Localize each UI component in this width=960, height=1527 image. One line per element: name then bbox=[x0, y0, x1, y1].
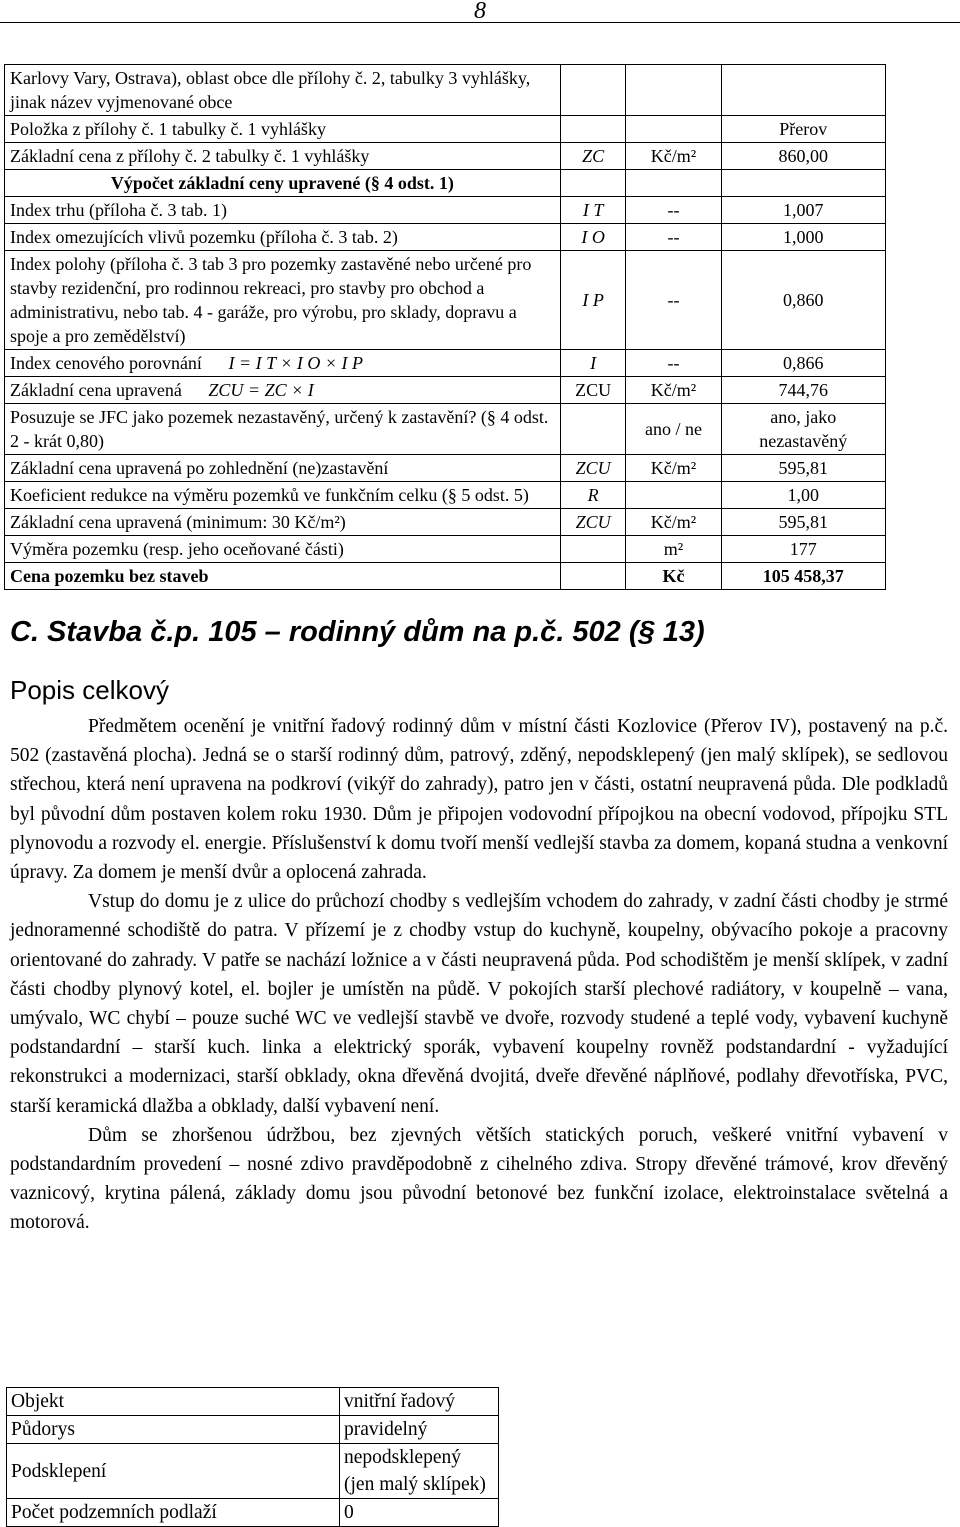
row-symbol: ZCU bbox=[560, 455, 626, 482]
info-value: nepodsklepený (jen malý sklípek) bbox=[340, 1444, 499, 1499]
valuation-table bbox=[4, 64, 886, 590]
row-label: Koeficient redukce na výměru pozemků ve funkčním celku (§ 5 odst. 5) bbox=[5, 482, 561, 509]
info-key: Objekt bbox=[7, 1388, 340, 1416]
row-formula: ZCU = ZC × I bbox=[208, 380, 314, 400]
description-text bbox=[10, 712, 948, 1238]
info-key: Půdorys bbox=[7, 1416, 340, 1444]
row-unit: Kč/m² bbox=[626, 509, 721, 536]
table-row bbox=[5, 536, 886, 563]
row-symbol: ZCU bbox=[560, 377, 626, 404]
row-symbol: I P bbox=[560, 251, 626, 350]
paragraph: Dům se zhoršenou údržbou, bez zjevných větších statických poruch, veškeré vnitřní vybavení v podstandardním provedení – nosné zdivo pravděpodobně z cihelného zdiva. Stropy dřevěné trámové, krov dřevěný vaznicový, krytina pálená, základy domu jsou původní betonové bez funkční izolace, elektroinstalace světelná a motorová. bbox=[10, 1124, 948, 1234]
table-row bbox=[5, 224, 886, 251]
table-row bbox=[7, 1499, 499, 1527]
header-rule bbox=[0, 22, 960, 23]
row-unit: -- bbox=[626, 251, 721, 350]
row-unit: Kč/m² bbox=[626, 455, 721, 482]
info-value: 0 bbox=[340, 1499, 499, 1527]
table-row bbox=[7, 1388, 499, 1416]
row-symbol: I T bbox=[560, 197, 626, 224]
row-label: Karlovy Vary, Ostrava), oblast obce dle přílohy č. 2, tabulky 3 vyhlášky, jinak název vyjmenované obce bbox=[5, 65, 561, 116]
row-label: Index omezujících vlivů pozemku (příloha č. 3 tab. 2) bbox=[5, 224, 561, 251]
info-value: vnitřní řadový bbox=[340, 1388, 499, 1416]
table-row bbox=[5, 482, 886, 509]
row-symbol: I O bbox=[560, 224, 626, 251]
row-value: 1,007 bbox=[721, 197, 886, 224]
row-value: 1,00 bbox=[721, 482, 886, 509]
table-row bbox=[5, 65, 886, 116]
table-row bbox=[5, 404, 886, 455]
table-row bbox=[5, 170, 886, 197]
row-value: 0,860 bbox=[721, 251, 886, 350]
row-formula: I = I T × I O × I P bbox=[228, 353, 364, 373]
row-symbol: I bbox=[560, 350, 626, 377]
table-row bbox=[5, 197, 886, 224]
row-value: Přerov bbox=[721, 116, 886, 143]
table-row bbox=[7, 1444, 499, 1499]
info-key: Počet podzemních podlaží bbox=[7, 1499, 340, 1527]
row-unit: m² bbox=[626, 536, 721, 563]
row-unit: ano / ne bbox=[626, 404, 721, 455]
row-unit: Kč/m² bbox=[626, 377, 721, 404]
row-label: Posuzuje se JFC jako pozemek nezastavěný, určený k zastavění? (§ 4 odst. 2 - krát 0,80) bbox=[5, 404, 561, 455]
table-row bbox=[5, 455, 886, 482]
section-title: C. Stavba č.p. 105 – rodinný dům na p.č. 502 (§ 13) bbox=[10, 616, 705, 648]
row-value: 595,81 bbox=[721, 509, 886, 536]
row-label: Položka z přílohy č. 1 tabulky č. 1 vyhlášky bbox=[5, 116, 561, 143]
row-value: 0,866 bbox=[721, 350, 886, 377]
row-unit: Kč bbox=[626, 563, 721, 590]
table-row-total bbox=[5, 563, 886, 590]
row-label: Index cenového porovnání bbox=[10, 353, 202, 373]
table-row bbox=[5, 251, 886, 350]
row-value: ano, jako nezastavěný bbox=[721, 404, 886, 455]
row-value: 595,81 bbox=[721, 455, 886, 482]
page-number: 8 bbox=[474, 0, 486, 24]
row-label: Index polohy (příloha č. 3 tab 3 pro pozemky zastavěné nebo určené pro stavby rezidenční, pro rodinnou rekreaci, pro stavby pro obchod a administrativu, nebo tab. 4 - garáže, pro výrobu, pro sklady, dopravu a spoje a pro zemědělství) bbox=[5, 251, 561, 350]
row-label: Základní cena z přílohy č. 2 tabulky č. 1 vyhlášky bbox=[5, 143, 561, 170]
subsection-title: Popis celkový bbox=[10, 675, 169, 705]
info-value: pravidelný bbox=[340, 1416, 499, 1444]
paragraph: Předmětem ocenění je vnitřní řadový rodinný dům v místní části Kozlovice (Přerov IV), postavený na p.č. 502 (zastavěná plocha). Jedná se o starší rodinný dům, patrový, zděný, nepodsklepený (jen malý sklípek), se sedlovou střechou, která není upravena na podkroví (vikýř do zahrady), patro jen v části, ostatní neupravená půda. Dle podkladů byl původní dům postaven kolem roku 1930. Dům je připojen vodovodní přípojkou na obecní vodovod, přípojku STL plynovodu a rozvody el. energie. Příslušenství k domu tvoří menší vedlejší stavba za domem, kopaná studna a venkovní úpravy. Za domem je menší dvůr a oplocená zahrada. bbox=[10, 716, 948, 884]
row-symbol: ZCU bbox=[560, 509, 626, 536]
row-value: 860,00 bbox=[721, 143, 886, 170]
table-row bbox=[5, 377, 886, 404]
row-value: 1,000 bbox=[721, 224, 886, 251]
row-label: Výpočet základní ceny upravené (§ 4 odst. 1) bbox=[5, 170, 561, 197]
table-row bbox=[7, 1416, 499, 1444]
row-value: 744,76 bbox=[721, 377, 886, 404]
row-label: Cena pozemku bez staveb bbox=[5, 563, 561, 590]
row-unit: -- bbox=[626, 224, 721, 251]
table-row bbox=[5, 350, 886, 377]
row-label: Základní cena upravená po zohlednění (ne)zastavění bbox=[5, 455, 561, 482]
row-symbol: R bbox=[560, 482, 626, 509]
row-unit: Kč/m² bbox=[626, 143, 721, 170]
row-label: Základní cena upravená (minimum: 30 Kč/m²) bbox=[5, 509, 561, 536]
row-label: Index trhu (příloha č. 3 tab. 1) bbox=[5, 197, 561, 224]
row-label: Základní cena upravená bbox=[10, 380, 182, 400]
row-label: Výměra pozemku (resp. jeho oceňované části) bbox=[5, 536, 561, 563]
info-table bbox=[6, 1387, 499, 1527]
info-key: Podsklepení bbox=[7, 1444, 340, 1499]
row-value: 177 bbox=[721, 536, 886, 563]
table-row bbox=[5, 509, 886, 536]
paragraph: Vstup do domu je z ulice do průchozí chodby s vedlejším vchodem do zahrady, v zadní části chodby je strmé jednoramenné schodiště do patra. V přízemí je z chodby vstup do kuchyně, koupelny, obývacího pokoje a pracovny orientované do zahrady. V patře se nachází ložnice a v části neupravená půda. Pod schodištěm je menší sklípek, v zadní části chodby plynový kotel, el. bojler je umístěn na půdě. V pokojích starší plechové radiátory, v koupelně – vana, umývalo, WC chybí – pouze suché WC ve vedlejší stavbě ve dvoře, rozvody studené a teplé vody, vybavení kuchyně podstandardní – starší kuch. linka a elektrický sporák, vybavení koupelny rovněž podstandardní - vyžadující rekonstrukci a modernizaci, starší obklady, okna dřevěná dvojitá, dveře dřevěné náplňové, podlahy dřevotříska, PVC, starší keramická dlažba a obklady, další vybavení není. bbox=[10, 891, 948, 1117]
table-row bbox=[5, 116, 886, 143]
row-unit: -- bbox=[626, 197, 721, 224]
table-row bbox=[5, 143, 886, 170]
row-symbol: ZC bbox=[560, 143, 626, 170]
row-value: 105 458,37 bbox=[721, 563, 886, 590]
row-unit: -- bbox=[626, 350, 721, 377]
